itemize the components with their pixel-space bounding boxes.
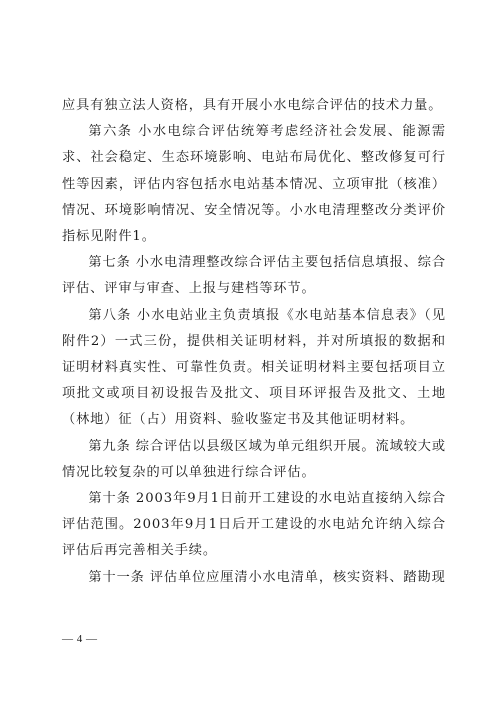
paragraph-continuation: 应具有独立法人资格，具有开展小水电综合评估的技术力量。 bbox=[62, 98, 443, 113]
page-number: — 4 — bbox=[62, 633, 98, 645]
document-body bbox=[62, 93, 446, 591]
paragraph-article-10: 第十条 2003年9月1日前开工建设的水电站直接纳入综合评估范围。2003年9月1日后开工建设的水电站允许纳入综合评估后再完善相关手续。 bbox=[62, 491, 446, 559]
paragraph-article-8: 第八条 小水电站业主负责填报《水电站基本信息表》（见附件2）一式三份，提供相关证明材料，并对所填报的数据和证明材料真实性、可靠性负责。相关证明材料主要包括项目立项批文或项目初设报告及批文、项目环评报告及批文、土地（林地）征（占）用资料、验收鉴定书及其他证明材料。 bbox=[62, 307, 446, 428]
paragraph-article-9: 第九条 综合评估以县级区域为单元组织开展。流域较大或情况比较复杂的可以单独进行综合评估。 bbox=[62, 438, 446, 480]
paragraph-article-6: 第六条 小水电综合评估统筹考虑经济社会发展、能源需求、社会稳定、生态环境影响、电站布局优化、整改修复可行性等因素，评估内容包括水电站基本情况、立项审批（核准）情况、环境影响情况、安全情况等。小水电清理整改分类评价指标见附件1。 bbox=[62, 124, 446, 245]
paragraph-article-7: 第七条 小水电清理整改综合评估主要包括信息填报、综合评估、评审与审查、上报与建档等环节。 bbox=[62, 255, 446, 297]
paragraph-article-11: 第十一条 评估单位应厘清小水电清单，核实资料、踏勘现 bbox=[88, 569, 446, 585]
